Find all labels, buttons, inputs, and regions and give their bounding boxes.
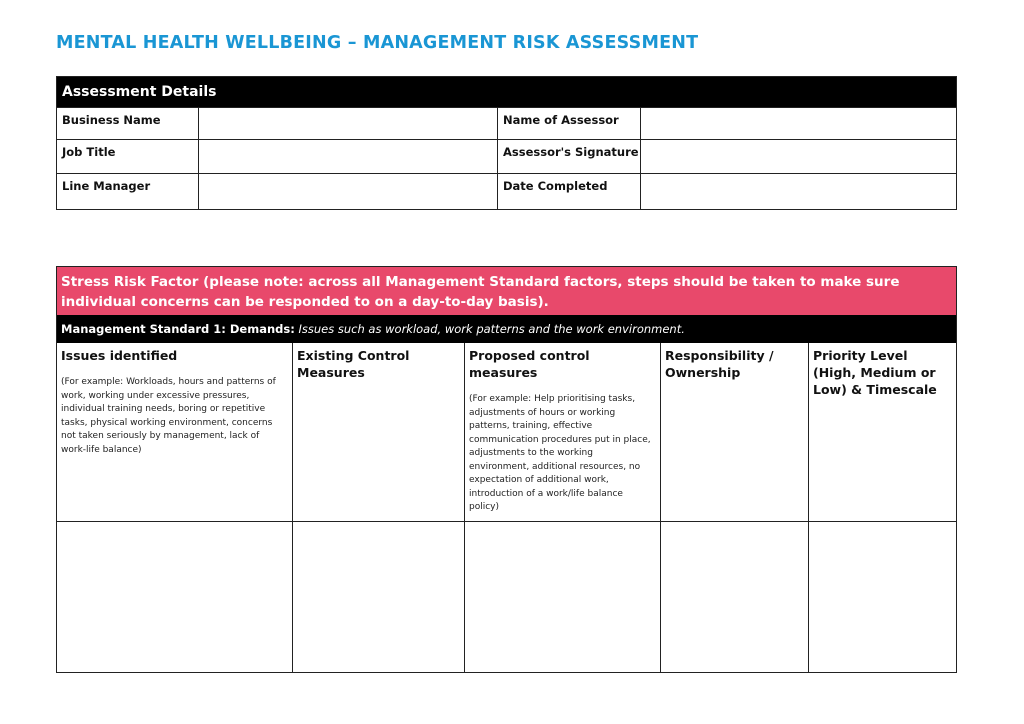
job-title-label: Job Title — [62, 145, 116, 159]
assessor-signature-label: Assessor's Signature — [503, 145, 639, 159]
proposed-entry-cell[interactable] — [465, 522, 660, 672]
existing-control-measures-label: Existing Control Measures — [297, 348, 410, 380]
existing-control-measures-header — [293, 347, 463, 381]
date-completed-field[interactable] — [641, 174, 955, 210]
assessment-details-table — [56, 76, 957, 210]
proposed-control-measures-label: Proposed control measures — [469, 348, 590, 380]
issues-entry-cell[interactable] — [57, 522, 292, 672]
issues-example-text: (For example: Workloads, hours and patterns of work, working under excessive pressures, individual training needs, boring or repetitive tasks, physical working environment, concerns not taken seriously by management, lack of work-life balance) — [61, 377, 276, 455]
existing-entry-cell[interactable] — [293, 522, 464, 672]
details-row — [57, 173, 956, 210]
proposed-control-measures-header — [465, 347, 657, 515]
responsibility-entry-cell[interactable] — [661, 522, 808, 672]
proposed-example-text: (For example: Help prioritising tasks, adjustments of hours or working patterns, training, effective communication procedures put in place, adjustments to the working environment, additional resources, no expectation of additional work, introduction of a work/life balance policy) — [469, 394, 651, 512]
line-manager-field[interactable] — [199, 174, 497, 210]
issues-identified-header — [57, 347, 287, 457]
management-standard-label: Management Standard 1: Demands: — [61, 322, 295, 336]
responsibility-header — [661, 347, 807, 381]
priority-entry-cell[interactable] — [809, 522, 956, 672]
line-manager-label: Line Manager — [62, 179, 151, 193]
priority-level-header — [809, 347, 955, 398]
priority-level-label: Priority Level (High, Medium or Low) & Timescale — [813, 348, 937, 397]
business-name-label: Business Name — [62, 113, 161, 127]
details-row — [57, 107, 956, 140]
date-completed-label: Date Completed — [503, 179, 608, 193]
name-of-assessor-label: Name of Assessor — [503, 113, 619, 127]
management-standard-description: Issues such as workload, work patterns and the work environment. — [298, 322, 685, 336]
business-name-field[interactable] — [199, 108, 497, 140]
assessor-signature-field[interactable] — [641, 140, 955, 174]
management-standard-heading — [57, 315, 956, 343]
job-title-field[interactable] — [199, 140, 497, 174]
name-of-assessor-field[interactable] — [641, 108, 955, 140]
page-title: MENTAL HEALTH WELLBEING – MANAGEMENT RISK ASSESSMENT — [56, 33, 699, 53]
stress-risk-banner: Stress Risk Factor (please note: across all Management Standard factors, steps should be taken to make sure individual concerns can be responded to on a day-to-day basis). — [57, 267, 956, 315]
stress-risk-table — [56, 266, 957, 673]
responsibility-label: Responsibility / Ownership — [665, 348, 774, 380]
details-row — [57, 139, 956, 174]
issues-identified-label: Issues identified — [61, 348, 178, 363]
assessment-details-heading: Assessment Details — [57, 77, 956, 107]
